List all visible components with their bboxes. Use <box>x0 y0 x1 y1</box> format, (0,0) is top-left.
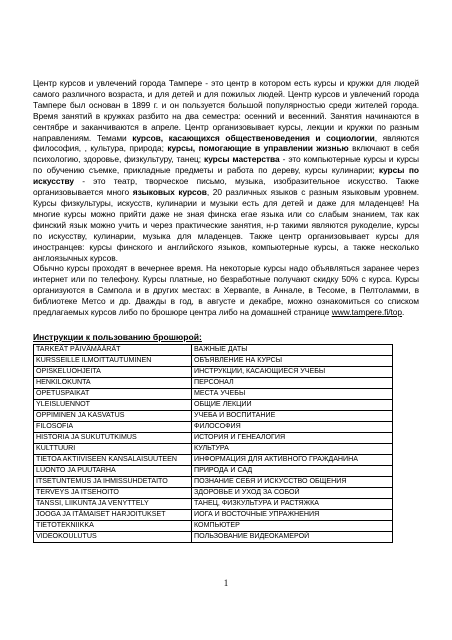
finnish-term-cell: TIETOA AKTIIVISEEN KANSALAISUUTEEN <box>34 454 192 465</box>
homepage-link[interactable]: www.tampere.fi/top <box>331 307 403 318</box>
table-row <box>34 454 393 465</box>
bold-topic-arts: курсы по искусству <box>33 165 419 187</box>
finnish-term-cell: KULTTUURI <box>34 443 192 454</box>
table-row <box>34 355 393 366</box>
russian-term-cell: КУЛЬТУРА <box>192 443 393 454</box>
russian-term-cell: МЕСТА УЧЕБЫ <box>192 388 393 399</box>
finnish-term-cell: HENKILÖKUNTA <box>34 377 192 388</box>
russian-term-cell: КОМПЬЮТЕР <box>192 520 393 531</box>
finnish-term-cell: FILOSOFIA <box>34 421 192 432</box>
table-row <box>34 498 393 509</box>
bold-topic-life-management: курсы, помогающие в управлении жизнью <box>167 143 349 154</box>
table-row <box>34 443 393 454</box>
russian-term-cell: ПОЗНАНИЕ СЕБЯ И ИСКУССТВО ОБЩЕНИЯ <box>192 476 393 487</box>
finnish-term-cell: TANSSI, LIIKUNTA JA VENYTTELY <box>34 498 192 509</box>
table-row <box>34 476 393 487</box>
bold-topic-skills: курсы мастерства <box>204 154 280 165</box>
instructions-heading: Инструкции к пользованию брошюрой: <box>33 331 202 342</box>
russian-term-cell: ПОЛЬЗОВАНИЕ ВИДЕОКАМЕРОЙ <box>192 531 393 542</box>
table-row <box>34 421 393 432</box>
russian-term-cell: ИНСТРУКЦИИ, КАСАЮЩИЕСЯ УЧЕБЫ <box>192 366 393 377</box>
table-row <box>34 432 393 443</box>
russian-term-cell: ИСТОРИЯ И ГЕНЕАЛОГИЯ <box>192 432 393 443</box>
finnish-term-cell: YLEISLUENNOT <box>34 399 192 410</box>
bold-topic-social-sciences: курсов, касающихся общественоведения и социологии <box>132 132 375 143</box>
text-run: , 20 различных языков с разным языковым уровнем. Курсы физкультуры, искусств, кулинарии и музыки есть для детей и даже для младенцев! На многие курсы можно прийти даже не зная финска егае языка или со слабым знанием, так как финский язык можно учить и через практические занятия, н-р такими являются рукоделие, курсы по искусству, кулинарии, музыка для младенцев. Также центр организовывает курсы для иностранцев: курсы финского и английского языков, компьютерные курсы, а также несколько англоязычных курсов. <box>33 187 419 263</box>
table-row <box>34 531 393 542</box>
finnish-term-cell: TARKEÄT PÄIVÄMÄÄRÄT <box>34 344 192 355</box>
finnish-term-cell: TIETOTEKNIIKKA <box>34 520 192 531</box>
table-row <box>34 366 393 377</box>
text-run: Обычно курсы проходят в вечернее время. На некоторые курсы надо объявляться заранее через интернет или по телефону. Курсы платные, но безработные получают скидку 50% с курса. Курсы организуются в Сампола и в других местах: в Хервante, в Аннале, в Тесоме, в Пелтоламми, в библиотеке Метсо и др. Дважды в год, в августе и декабре, можно ознакомиться со списком предлагаемых курсов либо по брошюре центра либо на домашней странице <box>33 263 419 318</box>
table-row <box>34 410 393 421</box>
finnish-term-cell: VIDEOKOULUTUS <box>34 531 192 542</box>
finnish-term-cell: HISTORIA JA SUKUTUTKIMUS <box>34 432 192 443</box>
russian-term-cell: ПЕРСОНАЛ <box>192 377 393 388</box>
finnish-term-cell: ITSETUNTEMUS JA IHMISSUHDETAITO <box>34 476 192 487</box>
bold-topic-languages: языковых курсов <box>132 187 207 198</box>
russian-term-cell: ТАНЕЦ, ФИЗКУЛЬТУРА И РАСТЯЖКА <box>192 498 393 509</box>
text-run: . <box>402 307 405 318</box>
text-run: - это компьютерные курсы и курсы по обучению съемке, прикладные предметы и работа по дереву, курсы кулинарии; <box>33 154 419 176</box>
table-row <box>34 465 393 476</box>
table-row <box>34 509 393 520</box>
russian-term-cell: ОБЩИЕ ЛЕКЦИИ <box>192 399 393 410</box>
russian-term-cell: ПРИРОДА И САД <box>192 465 393 476</box>
intro-paragraph <box>33 78 419 263</box>
russian-term-cell: ОБЪЯВЛЕНИЕ НА КУРСЫ <box>192 355 393 366</box>
text-run: , являются философия, , культура, природа; <box>33 132 419 154</box>
russian-term-cell: ФИЛОСОФИЯ <box>192 421 393 432</box>
russian-term-cell: ЗДОРОВЬЕ И УХОД ЗА СОБОЙ <box>192 487 393 498</box>
table-row <box>34 487 393 498</box>
table-row <box>34 520 393 531</box>
russian-term-cell: ИОГА И ВОСТОЧНЫЕ УПРАЖНЕНИЯ <box>192 509 393 520</box>
finnish-term-cell: OPISKELUOHJEITA <box>34 366 192 377</box>
finnish-term-cell: JOOGA JA ITÄMAISET HARJOITUKSET <box>34 509 192 520</box>
table-row <box>34 377 393 388</box>
table-row <box>34 344 393 355</box>
document-page <box>33 78 419 543</box>
russian-term-cell: ИНФОРМАЦИЯ ДЛЯ АКТИВНОГО ГРАЖДАНИНА <box>192 454 393 465</box>
glossary-table <box>33 344 393 543</box>
page-number: 1 <box>223 578 229 588</box>
schedule-paragraph <box>33 263 419 318</box>
finnish-term-cell: OPETUSPAIKAT <box>34 388 192 399</box>
text-run: Центр курсов и увлечений города Тампере - это центр в котором есть курсы и кружки для людей самого различного возраста, и для детей и для пожилых людей. Центр курсов и увлечений города Тампере был основан в 1899 г. и он пользуется большой популярностью среди жителей города. Время занятий в кружках разбито на два семестра: осенний и весенний. Занятия начинаются в сентябре и заканчиваются в апреле. Центр организовывает курсы, лекции и кружки по разным направлениям. Темами <box>33 78 419 143</box>
russian-term-cell: ВАЖНЫЕ ДАТЫ <box>192 344 393 355</box>
russian-term-cell: УЧЕБА И ВОСПИТАНИЕ <box>192 410 393 421</box>
finnish-term-cell: TERVEYS JA ITSEHOITO <box>34 487 192 498</box>
text-run: - это театр, творческое письмо, музыка, изобразительное искусство. Также организовывается много <box>33 176 419 198</box>
table-row <box>34 388 393 399</box>
finnish-term-cell: OPPIMINEN JA KASVATUS <box>34 410 192 421</box>
text-run: включают в себя психологию, здоровье, физкультуру, танец; <box>33 143 419 165</box>
finnish-term-cell: LUONTO JA PUUTARHA <box>34 465 192 476</box>
finnish-term-cell: KURSSEILLE ILMOITTAUTUMINEN <box>34 355 192 366</box>
table-row <box>34 399 393 410</box>
